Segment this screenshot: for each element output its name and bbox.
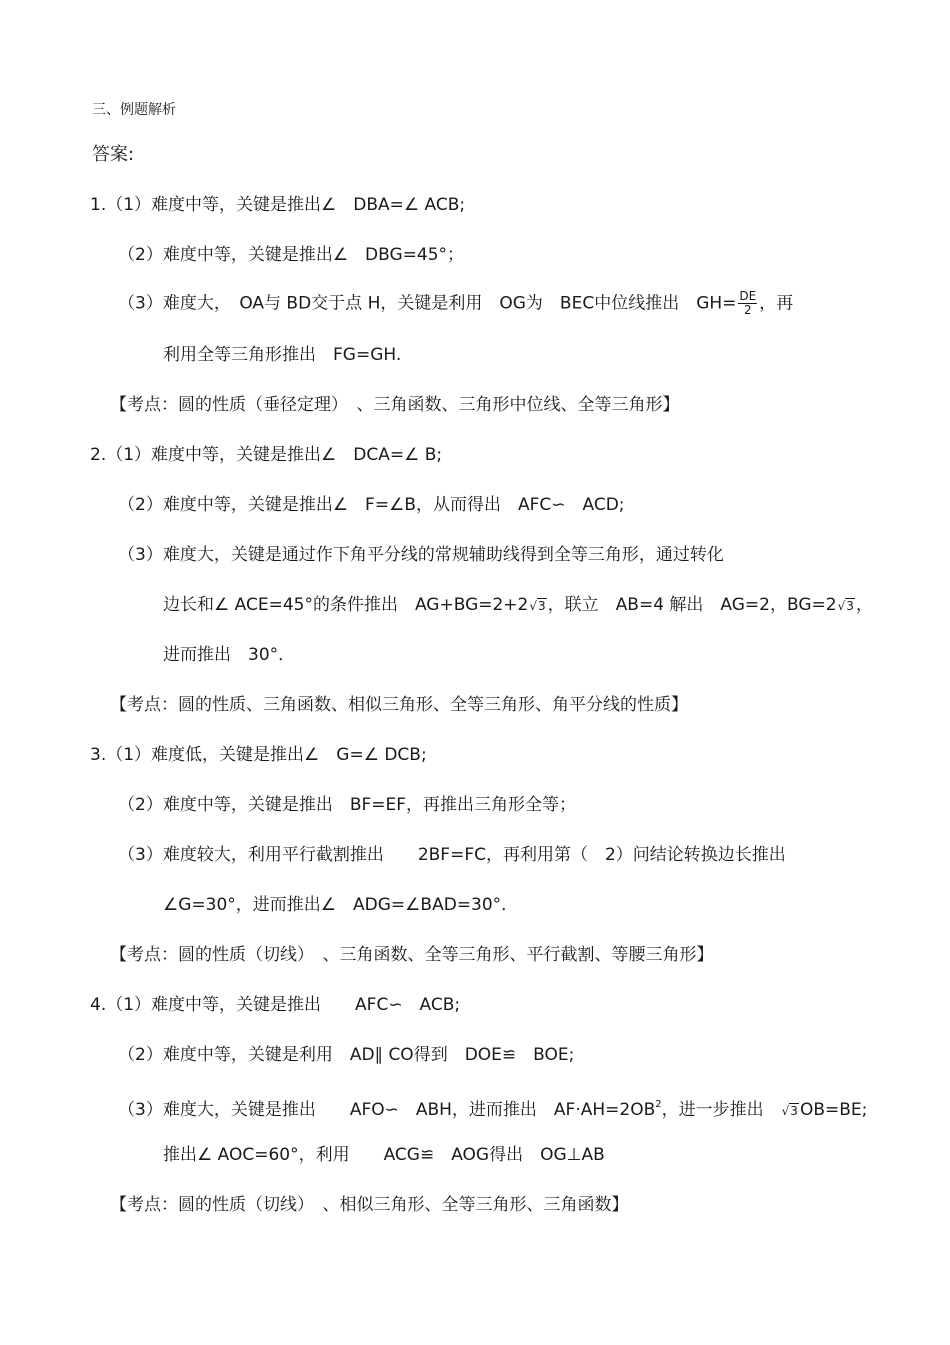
q2-part2: （2）难度中等，关键是推出∠ F=∠B，从而得出 AFC∽ ACD;	[118, 495, 625, 515]
q1-kaodian: 【考点：圆的性质（垂径定理） 、三角函数、三角形中位线、全等三角形】	[110, 395, 680, 415]
q3-part3-continued: ∠G=30°，进而推出∠ ADG=∠BAD=30°．	[163, 895, 519, 915]
q2-part3-continued	[163, 593, 873, 618]
q2-part3-text-a: 边长和∠ ACE=45°的条件推出 AG+BG=2+2	[163, 595, 529, 615]
sqrt-symbol: √3	[781, 1104, 798, 1118]
q1-part1: 1.（1）难度中等，关键是推出∠ DBA=∠ ACB;	[90, 195, 466, 215]
q4-part2: （2）难度中等，关键是利用 AD∥ CO得到 DOE≌ BOE;	[118, 1045, 575, 1065]
q4-part3-text-b: ，进一步推出	[661, 1100, 781, 1120]
q4-part3-text-c: OB=BE;	[799, 1100, 868, 1120]
q4-part3-continued: 推出∠ AOC=60°，利用 ACG≌ AOG得出 OG⊥AB	[163, 1145, 605, 1165]
q4-part1: 4.（1）难度中等，关键是推出 AFC∽ ACB;	[90, 995, 461, 1015]
fraction-numerator: DE	[739, 289, 757, 303]
q3-kaodian: 【考点：圆的性质（切线） 、三角函数、全等三角形、平行截割、等腰三角形】	[110, 945, 714, 965]
answer-title: 答案:	[92, 144, 135, 165]
q4-kaodian: 【考点：圆的性质（切线） 、相似三角形、全等三角形、三角函数】	[110, 1195, 629, 1215]
q3-part3: （3）难度较大，利用平行截割推出 2BF=FC，再利用第（ 2）问结论转换边长推出	[118, 845, 786, 865]
q4-part3	[118, 1093, 867, 1123]
superscript-exponent: 2	[655, 1099, 662, 1110]
q3-part2: （2）难度中等，关键是推出 BF=EF，再推出三角形全等；	[118, 795, 577, 815]
q1-part3	[118, 290, 793, 317]
q2-part3-continued-2: 进而推出 30°．	[163, 645, 296, 665]
q2-kaodian: 【考点：圆的性质、三角函数、相似三角形、全等三角形、角平分线的性质】	[110, 695, 688, 715]
sqrt-symbol: √3	[529, 599, 546, 613]
sqrt-radicand: 3	[846, 599, 854, 613]
q3-part1: 3.（1）难度低，关键是推出∠ G=∠ DCB;	[90, 745, 427, 765]
q1-part3-text-b: ，再	[759, 293, 794, 314]
sqrt-radicand: 3	[538, 599, 546, 613]
q4-part3-text-a: （3）难度大，关键是推出 AFO∽ ABH，进而推出 AF·AH=2OB	[118, 1100, 656, 1120]
fraction-denominator: 2	[744, 303, 752, 317]
q2-part1: 2.（1）难度中等，关键是推出∠ DCA=∠ B;	[90, 445, 443, 465]
q1-part2: （2）难度中等，关键是推出∠ DBG=45°；	[118, 245, 465, 265]
fraction-de-over-2	[738, 290, 757, 317]
q1-part3-text-a: （3）难度大， OA与 BD交于点 H，关键是利用 OG为 BEC中位线推出 GH=	[118, 293, 737, 314]
q2-part3-text-c: ，	[855, 595, 873, 615]
section-title: 三、例题解析	[92, 102, 176, 118]
q2-part3-text-b: ，联立 AB=4 解出 AG=2，BG=2	[547, 595, 837, 615]
q2-part3: （3）难度大，关键是通过作下角平分线的常规辅助线得到全等三角形，通过转化	[118, 545, 724, 565]
sqrt-symbol: √3	[837, 599, 854, 613]
sqrt-radicand: 3	[790, 1104, 798, 1118]
q1-part3-continued: 利用全等三角形推出 FG=GH.	[163, 345, 402, 365]
